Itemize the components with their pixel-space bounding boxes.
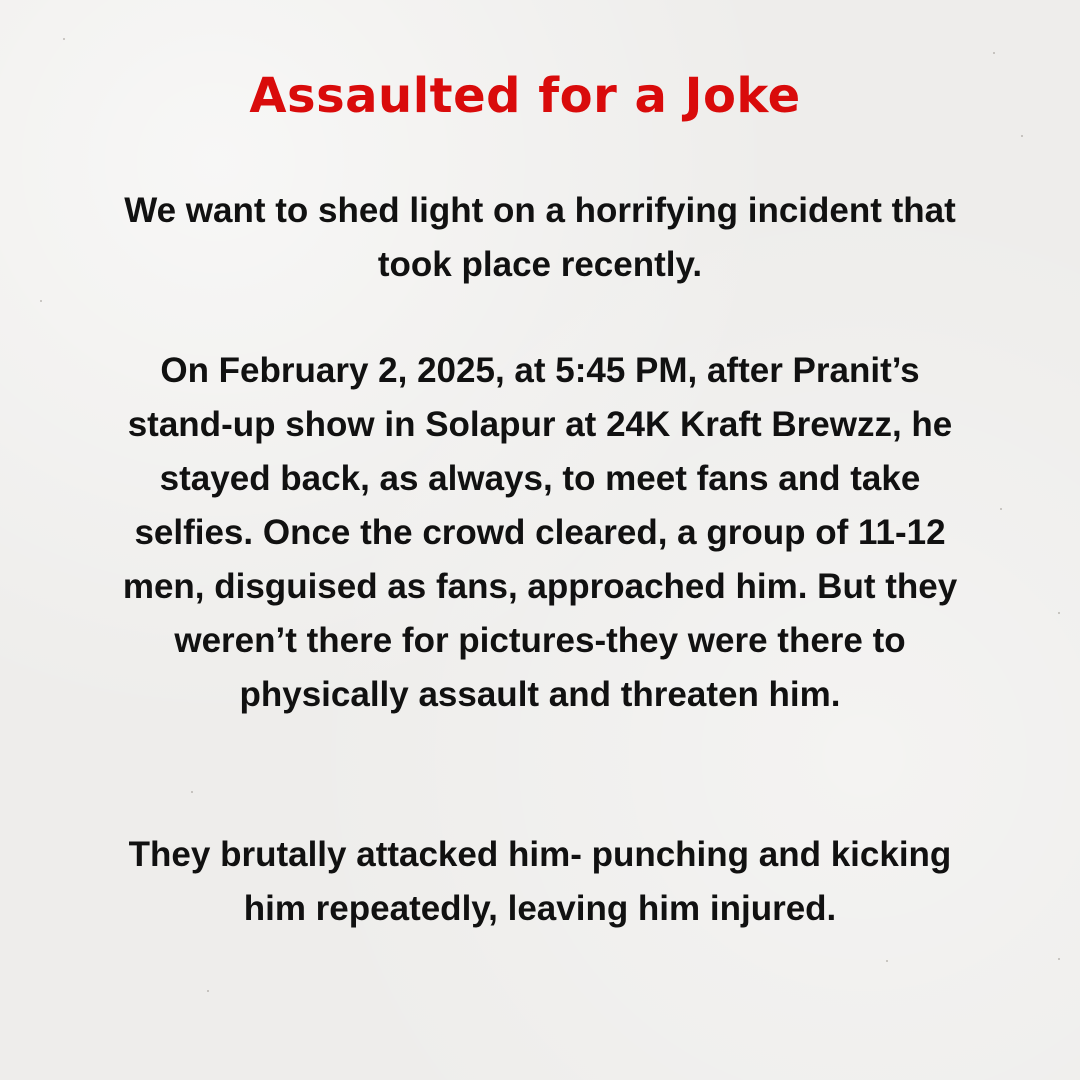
- paper-speck: [1058, 612, 1060, 614]
- paper-speck: [1021, 135, 1023, 137]
- paper-speck: [1058, 958, 1060, 960]
- paper-speck: [886, 960, 888, 962]
- paper-speck: [993, 52, 995, 54]
- paper-speck: [40, 300, 42, 302]
- paper-speck: [1000, 508, 1002, 510]
- paper-speck: [63, 38, 65, 40]
- incident-paragraph: On February 2, 2025, at 5:45 PM, after Pranit’s stand-up show in Solapur at 24K Kraft Brewzz, he stayed back, as always, to meet fans and take selfies. Once the crowd cleared, a group of 11-12 men, disguised as fans, approached him. But they weren’t there for pictures-they were there to physically assault and threaten him.: [122, 351, 958, 714]
- paper-speck: [207, 990, 209, 992]
- intro-paragraph: We want to shed light on a horrifying incident that took place recently.: [124, 191, 956, 284]
- paper-speck: [191, 791, 193, 793]
- post-title: Assaulted for a Joke: [249, 68, 801, 124]
- attack-paragraph: They brutally attacked him- punching and kicking him repeatedly, leaving him injured.: [128, 835, 952, 928]
